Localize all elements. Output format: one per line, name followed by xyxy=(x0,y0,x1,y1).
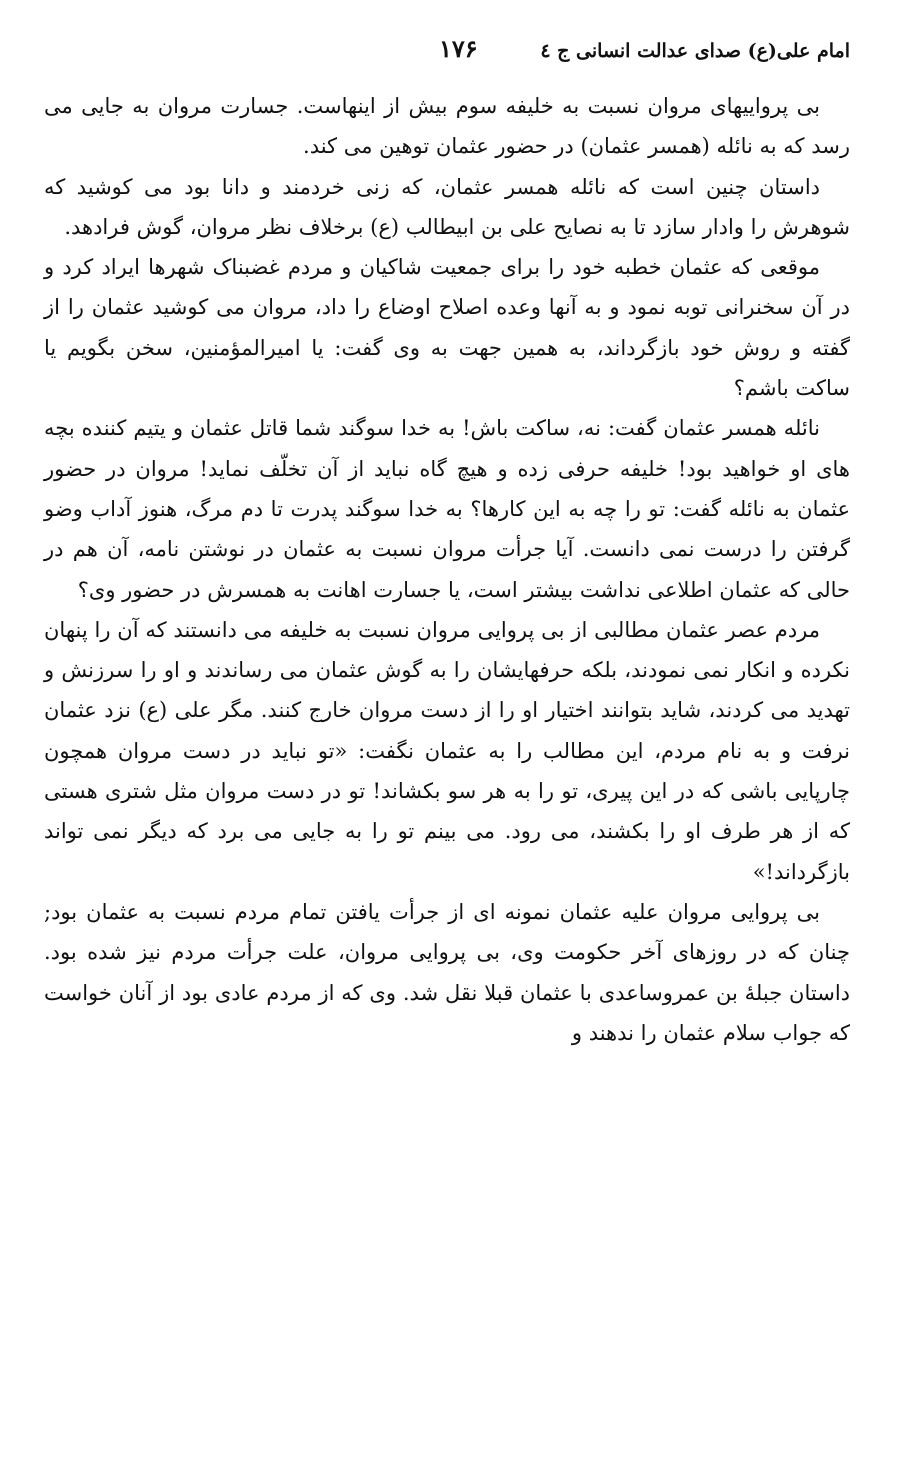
paragraph: موقعی که عثمان خطبه خود را برای جمعیت شاکیان و مردم غضبناک شهرها ایراد کرد و در آن سخنرانی توبه نمود و به آنها وعده اصلاح اوضاع را داد، مروان می کوشید عثمان را از گفته و روش خود بازگرداند، به همین جهت به وی گفت: یا امیرالمؤمنین، سخن بگویم یا ساکت باشم؟ xyxy=(44,255,850,401)
running-title: امام علی(ع) صدای عدالت انسانی ج ٤ xyxy=(540,40,850,62)
paragraph: مردم عصر عثمان مطالبی از بی پروایی مروان نسبت به خلیفه می دانستند که آن را پنهان نکرده و انکار نمی نمودند، بلکه حرفهایشان را به گوش عثمان می رساندند و او را سرزنش و تهدید می کردند، شاید بتوانند اختیار او را از دست مروان خارج کنند. مگر علی (ع) نزد عثمان نرفت و به نام مردم، این مطالب را به عثمان نگفت: «تو نباید در دست مروان همچون چارپایی باشی که در این پیری، تو را به هر سو بکشاند! تو در دست مروان مثل شتری هستی که از هر طرف او را بکشند، می رود. می بینم تو را به جایی می برد که دیگر نمی تواند بازگرداند!» xyxy=(44,617,850,884)
paragraph: داستان چنین است که نائله همسر عثمان، که زنی خردمند و دانا بود می کوشید که شوهرش را وادار سازد تا به نصایح علی بن ابیطالب (ع) برخلاف نظر مروان، گوش فرادهد. xyxy=(44,174,850,239)
paragraph: بی پروایی مروان علیه عثمان نمونه ای از جرأت یافتن تمام مردم نسبت به عثمان بود; چنان که در روزهای آخر حکومت وی، بی پروایی مروان، علت جرأت مردم نیز شده بود. داستان جبلهٔ بن عمروساعدی با عثمان قبلا نقل شد. وی که از مردم عادی بود از آنان خواست که جواب سلام عثمان را ندهند و xyxy=(44,899,850,1045)
paragraph: نائله همسر عثمان گفت: نه، ساکت باش! به خدا سوگند شما قاتل عثمان و یتیم کننده بچه های او خواهید بود! خلیفه حرفی زده و هیچ گاه نباید از آن تخلّف نماید! مروان در حضور عثمان به نائله گفت: تو را چه به این کارها؟ به خدا سوگند پدرت تا دم مرگ، هنوز آداب وضو گرفتن را درست نمی دانست. آیا جرأت مروان نسبت به عثمان در نوشتن نامه، آن هم در حالی که عثمان اطلاعی نداشت بیشتر است، یا جسارت اهانت به همسرش در حضور وی؟ xyxy=(44,416,850,602)
body-text xyxy=(44,86,850,1053)
paragraph: بی پرواییهای مروان نسبت به خلیفه سوم بیش از اینهاست. جسارت مروان به جایی می رسد که به نائله (همسر عثمان) در حضور عثمان توهین می کند. xyxy=(44,94,850,159)
page-header xyxy=(44,34,850,74)
page-number: ۱۷۶ xyxy=(439,34,478,63)
